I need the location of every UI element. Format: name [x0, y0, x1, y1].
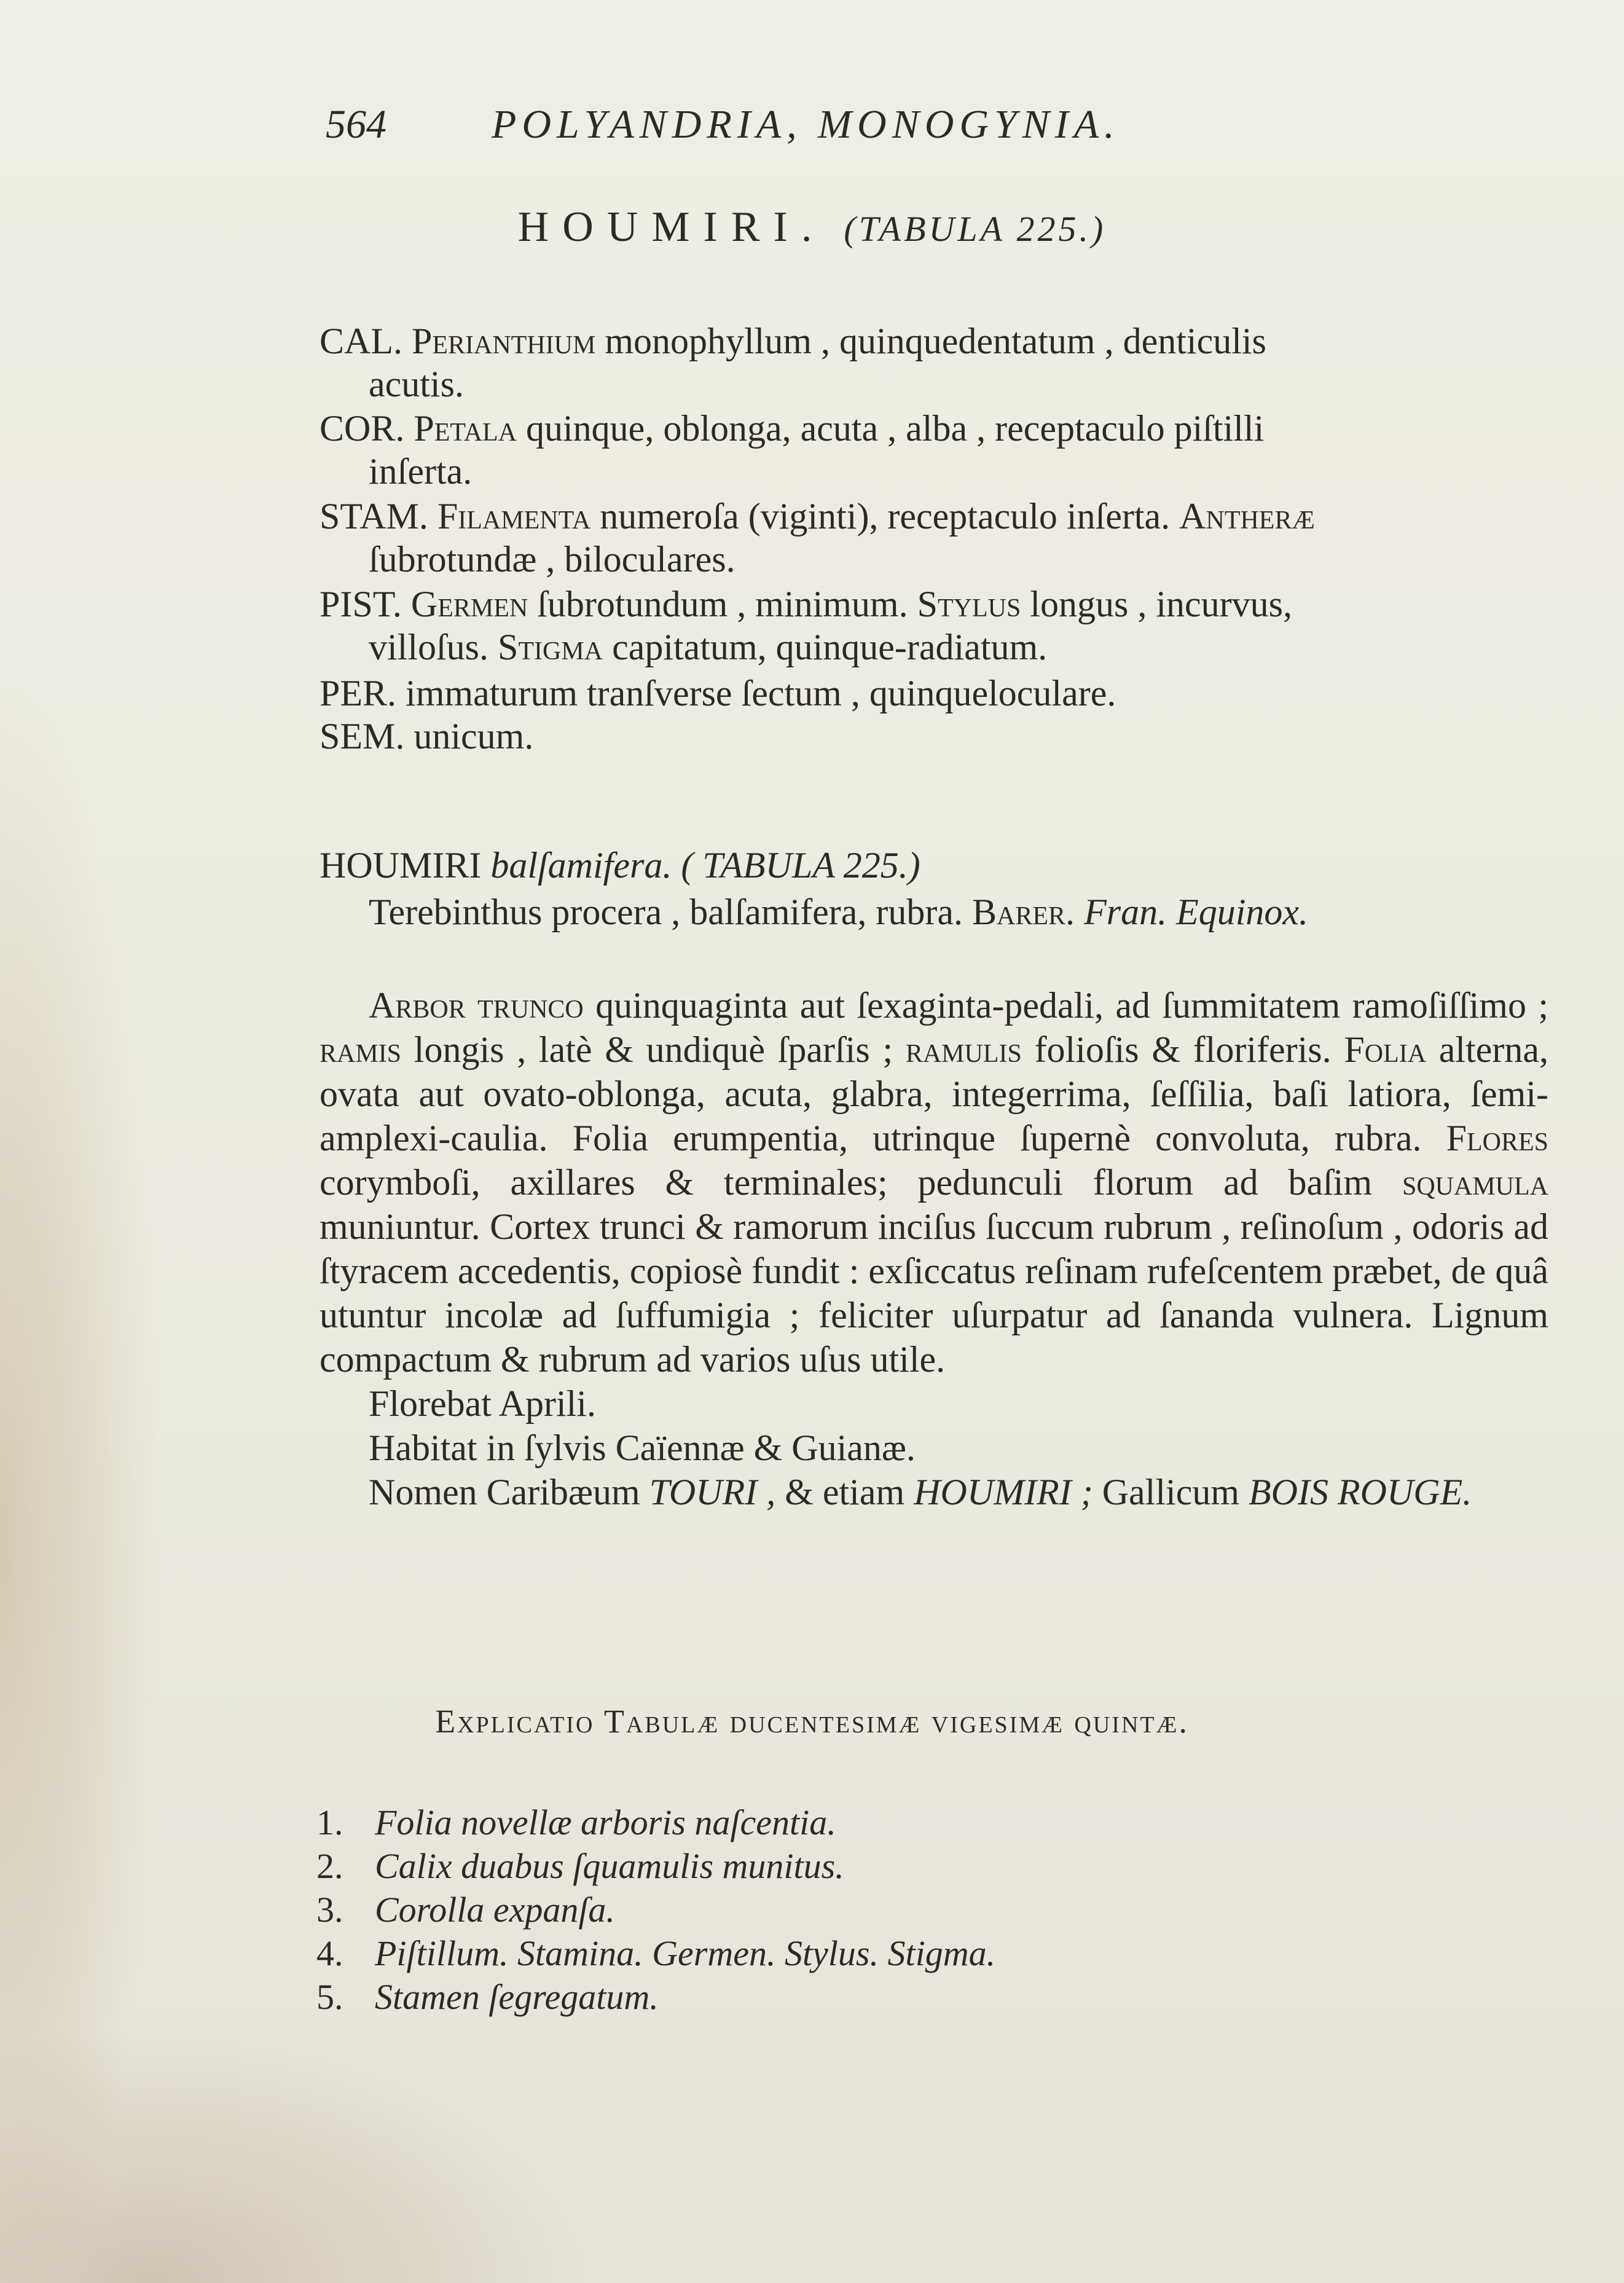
figure-caption: Stamen ſegregatum.: [375, 1977, 659, 2017]
desc-text: Gallicum: [1092, 1472, 1249, 1512]
figure-caption: Corolla expanſa.: [375, 1890, 615, 1930]
char-text: unicum.: [404, 716, 534, 756]
char-term: Germen: [410, 584, 528, 624]
name-touri: TOURI ,: [649, 1472, 776, 1512]
habitat-note: Habitat in ſylvis Caïennæ & Guianæ.: [369, 1428, 916, 1468]
synonym-author: Barer.: [972, 892, 1075, 932]
character-stam: [320, 495, 1545, 581]
desc-term-flores: Flores: [1446, 1118, 1548, 1158]
list-item: [316, 1931, 995, 1975]
figure-number: 5.: [316, 1977, 343, 2017]
desc-term-ramis: ramis: [320, 1029, 402, 1070]
page-number: 564: [326, 102, 386, 147]
char-text: immaturum tranſverse ſectum , quinqueloculare.: [396, 673, 1116, 713]
figure-number: 3.: [316, 1890, 343, 1930]
plate-reference: (TABULA 225.): [844, 209, 1107, 249]
character-pist: [320, 583, 1545, 669]
figure-caption: Calix duabus ſquamulis munitus.: [375, 1846, 844, 1886]
desc-term-ramulis: ramulis: [905, 1029, 1022, 1070]
desc-term-arbor: Arbor trunco: [369, 985, 584, 1026]
genus-name: HOUMIRI.: [517, 203, 826, 251]
char-term: Petala: [414, 408, 517, 449]
character-sem: [320, 715, 1545, 758]
list-item: [316, 1844, 995, 1888]
char-abbr: CAL.: [320, 321, 402, 361]
name-bois-rouge: BOIS ROUGE.: [1249, 1472, 1472, 1512]
species-synonym: [320, 889, 1548, 935]
page-header: [326, 101, 1383, 169]
species-genus: HOUMIRI: [320, 845, 482, 886]
figure-number: 1.: [316, 1802, 343, 1842]
character-per: [320, 672, 1545, 715]
char-cont: inſerta.: [369, 451, 473, 492]
char-text: ſubrotundum , minimum.: [528, 584, 917, 624]
flowering-note: Florebat Aprili.: [369, 1383, 596, 1424]
char-term: Filamenta: [437, 496, 591, 536]
figure-caption: Folia novellæ arboris naſcentia.: [375, 1802, 836, 1842]
desc-text: & etiam: [775, 1472, 914, 1512]
name-houmiri: HOUMIRI ;: [914, 1472, 1093, 1512]
char-cont-term: Stigma: [498, 627, 603, 667]
plate-explanation-heading: Explicatio Tabulæ ducentesimæ vigesimæ quintæ.: [435, 1703, 1189, 1740]
synonym-work: Fran. Equinox.: [1084, 892, 1309, 932]
char-abbr: STAM.: [320, 496, 428, 536]
desc-text: quinquaginta aut ſexaginta-pedali, ad ſummitatem ramoſiſſimo ;: [583, 985, 1548, 1026]
char-text: quinque, oblonga, acuta , alba , receptaculo piſtilli: [517, 408, 1265, 449]
character-cor: [320, 407, 1545, 493]
desc-term-squamula: squamula: [1402, 1162, 1548, 1203]
running-title: POLYANDRIA, MONOGYNIA.: [492, 102, 1120, 147]
char-cont: acutis.: [369, 364, 464, 404]
char-term-2: Antheræ: [1179, 496, 1315, 536]
list-item: [316, 1888, 995, 1931]
species-description: [320, 983, 1548, 1514]
synonym-text: Terebinthus procera , balſamifera, rubra.: [369, 892, 963, 932]
char-abbr: SEM.: [320, 716, 405, 756]
desc-text: alterna, ovata aut ovato-oblonga, acuta, glabra, integerrima, ſeſſilia, baſi latiora, ſemi-amplexi-caulia. Folia erumpentia, utrinque ſupernè convoluta, rubra.: [320, 1029, 1549, 1158]
desc-text: longis , latè & undiquè ſparſis ;: [401, 1029, 906, 1070]
char-abbr: PER.: [320, 673, 397, 713]
char-text: monophyllum , quinquedentatum , denticulis: [595, 321, 1266, 361]
char-text-2: longus , incurvus,: [1021, 584, 1292, 624]
list-item: [316, 1975, 995, 2019]
figure-number: 4.: [316, 1933, 343, 1973]
species-heading: [320, 842, 1548, 935]
desc-text: folioſis & floriferis.: [1021, 1029, 1344, 1070]
char-abbr: PIST.: [320, 584, 402, 624]
desc-text: muniuntur. Cortex trunci & ramorum inciſus ſuccum rubrum , reſinoſum , odoris ad ſtyracem accedentis, copiosè fundit : exſiccatus reſinam rufeſcentem præbet, de quâ utuntur incolæ ad ſuffumigia ; feliciter uſurpatur ad ſananda vulnera. Lignum compactum & rubrum ad varios uſus utile.: [320, 1206, 1548, 1380]
species-plate: ( TABULA 225.): [681, 845, 920, 886]
char-cont: [320, 626, 1545, 669]
vernacular-names: [320, 1470, 1548, 1514]
char-term-2: Stylus: [917, 584, 1021, 624]
char-cont: ſubrotundæ , biloculares.: [369, 539, 736, 580]
char-text: numeroſa (viginti), receptaculo inſerta.: [590, 496, 1180, 536]
desc-term-folia: Folia: [1344, 1029, 1427, 1070]
desc-text: corymboſi, axillares & terminales; pedunculi florum ad baſim: [320, 1162, 1402, 1203]
figure-number: 2.: [316, 1846, 343, 1886]
list-item: [316, 1801, 995, 1844]
char-cont-text-2: capitatum, quinque-radiatum.: [603, 627, 1048, 667]
species-epithet: balſamifera.: [490, 845, 672, 886]
description-paragraph: [320, 983, 1548, 1381]
character-cal: [320, 320, 1545, 406]
char-abbr: COR.: [320, 408, 405, 449]
figure-caption: Piſtillum. Stamina. Germen. Stylus. Stigma.: [375, 1933, 996, 1973]
genus-title: [0, 203, 1624, 252]
char-term: Perianthium: [412, 321, 596, 361]
desc-text: Nomen Caribæum: [369, 1472, 649, 1512]
figure-list: [316, 1801, 995, 2019]
char-cont-text: villoſus.: [369, 627, 498, 667]
